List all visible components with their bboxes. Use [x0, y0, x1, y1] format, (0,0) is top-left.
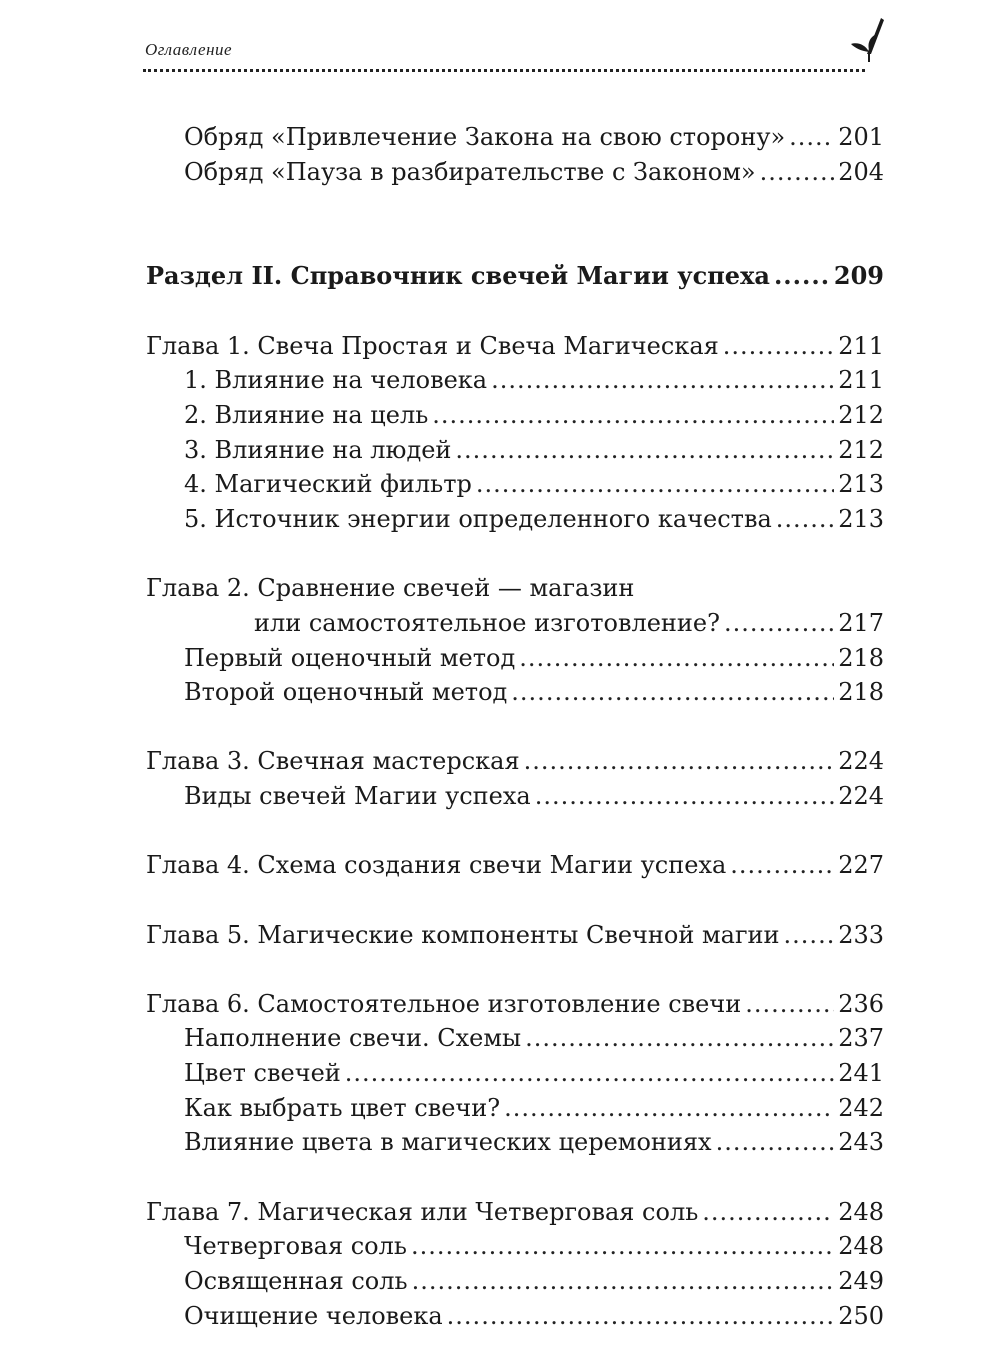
toc-entry-title: Глава 1. Свеча Простая и Свеча Магическая — [146, 331, 719, 360]
dot-leader — [730, 848, 834, 883]
dot-leader — [716, 1125, 835, 1160]
toc-entry-title: Цвет свечей — [184, 1059, 341, 1088]
dot-leader — [412, 1264, 835, 1299]
dot-leader — [774, 259, 830, 294]
toc-entry-title: Глава 4. Схема создания свечи Магии успеха — [146, 851, 727, 880]
toc-page-number: 213 — [838, 470, 884, 499]
toc-page-number: 237 — [838, 1024, 884, 1053]
toc-entry — [146, 779, 884, 814]
toc-page-number: 250 — [838, 1301, 884, 1330]
toc-entry-title: Виды свечей Магии успеха — [184, 782, 531, 811]
dot-leader — [776, 502, 834, 537]
dot-leader — [511, 675, 834, 710]
toc-entry-title: Первый оценочный метод — [184, 643, 516, 672]
toc-entry — [146, 1195, 884, 1230]
toc-page-number: 201 — [838, 123, 884, 151]
toc-page-number: 211 — [838, 366, 884, 395]
section-spacer — [146, 189, 884, 259]
toc-entry-title: Второй оценочный метод — [184, 678, 508, 707]
section-spacer — [146, 952, 884, 987]
dot-leader — [447, 1299, 835, 1334]
dot-leader — [519, 641, 834, 676]
toc-entry — [146, 744, 884, 779]
dot-leader — [525, 1021, 834, 1056]
toc-entry — [146, 987, 884, 1022]
toc-page-number: 211 — [838, 331, 884, 360]
toc-entry — [146, 1229, 884, 1264]
section-spacer — [146, 883, 884, 918]
toc-page-number: 243 — [838, 1128, 884, 1157]
toc-entry-title: Глава 6. Самостоятельное изготовление свечи — [146, 989, 742, 1018]
toc-entry — [146, 329, 884, 364]
dot-leader — [432, 398, 834, 433]
toc-entry — [146, 848, 884, 883]
toc-entry — [146, 155, 884, 190]
toc-page-number: 212 — [838, 400, 884, 429]
toc-entry-title: 1. Влияние на человека — [184, 366, 488, 395]
toc-page-number: 227 — [838, 851, 884, 880]
toc-entry-title: 3. Влияние на людей — [184, 435, 452, 464]
toc-entry — [146, 1264, 884, 1299]
toc-page-number: 217 — [838, 608, 884, 637]
toc-entry-title: Как выбрать цвет свечи? — [184, 1093, 501, 1122]
toc-entry — [146, 918, 884, 953]
toc-entry — [146, 259, 884, 294]
toc-entry — [146, 1091, 884, 1126]
toc-entry — [146, 120, 884, 155]
toc-entry — [146, 433, 884, 468]
dot-leader — [524, 744, 835, 779]
dot-leader — [411, 1229, 834, 1264]
toc-entry-title: Глава 7. Магическая или Четверговая соль — [146, 1197, 699, 1226]
dotted-header-rule — [143, 69, 865, 72]
toc-page-number: 218 — [838, 643, 884, 672]
toc-entry — [146, 363, 884, 398]
toc-entry-title: или самостоятельное изготовление? — [254, 608, 720, 637]
toc-entry-title: Влияние цвета в магических церемониях — [184, 1128, 712, 1157]
dot-leader — [724, 606, 834, 641]
toc-entry-title: Обряд «Привлечение Закона на свою сторону» — [184, 123, 786, 151]
toc-entry-title: Четверговая соль — [184, 1232, 407, 1261]
toc-page-number: 212 — [838, 435, 884, 464]
toc-entry-title: Раздел II. Справочник свечей Магии успеха — [146, 261, 770, 291]
section-spacer — [146, 537, 884, 572]
toc-entry-title: 2. Влияние на цель — [184, 400, 429, 429]
section-spacer — [146, 710, 884, 745]
toc-entry — [146, 1021, 884, 1056]
toc-entry — [146, 398, 884, 433]
section-spacer — [146, 294, 884, 329]
toc-entry — [146, 641, 884, 676]
toc-page-number: 224 — [838, 747, 884, 776]
toc-page-number: 213 — [838, 505, 884, 533]
table-of-contents — [146, 120, 884, 1333]
toc-entry-title: Глава 2. Сравнение свечей — магазин — [146, 574, 635, 603]
dot-leader — [455, 433, 834, 468]
toc-entry-title: 4. Магический фильтр — [184, 470, 472, 499]
running-header — [143, 36, 885, 76]
toc-page-number: 242 — [838, 1093, 884, 1122]
dot-leader — [723, 329, 834, 364]
toc-page-number: 218 — [838, 678, 884, 707]
toc-entry-title: Наполнение свечи. Схемы — [184, 1024, 522, 1053]
toc-page-number: 233 — [838, 920, 884, 949]
toc-page-number: 241 — [838, 1059, 884, 1088]
toc-entry-title: Очищение человека — [184, 1301, 443, 1330]
toc-entry — [146, 1056, 884, 1091]
toc-entry — [146, 467, 884, 502]
toc-entry-title: Глава 3. Свечная мастерская — [146, 747, 520, 776]
dot-leader — [491, 363, 834, 398]
toc-entry-title: Глава 5. Магические компоненты Свечной магии — [146, 920, 780, 949]
dot-leader — [789, 120, 834, 155]
toc-entry — [146, 502, 884, 537]
dot-leader — [702, 1195, 834, 1230]
toc-entry — [146, 606, 884, 641]
toc-page-number: 248 — [838, 1232, 884, 1261]
section-spacer — [146, 814, 884, 849]
toc-page-number: 249 — [838, 1267, 884, 1295]
quill-icon — [845, 14, 885, 64]
toc-entry — [146, 1299, 884, 1334]
dot-leader — [504, 1091, 834, 1126]
toc-entry — [146, 675, 884, 710]
toc-entry-title: Обряд «Пауза в разбирательстве с Законом» — [184, 157, 756, 186]
toc-entry — [146, 1125, 884, 1160]
toc-entry-title: Освященная соль — [184, 1267, 408, 1295]
dot-leader — [476, 467, 834, 502]
toc-entry-title: 5. Источник энергии определенного качества — [184, 505, 772, 533]
dot-leader — [760, 155, 835, 190]
toc-page-number: 224 — [838, 782, 884, 811]
dot-leader — [535, 779, 835, 814]
toc-entry — [146, 571, 884, 606]
dot-leader — [345, 1056, 834, 1091]
section-spacer — [146, 1160, 884, 1195]
toc-page-number: 236 — [838, 989, 884, 1018]
toc-page-number: 248 — [838, 1197, 884, 1226]
dot-leader — [784, 918, 835, 953]
dot-leader — [745, 987, 834, 1022]
toc-page-number: 209 — [833, 261, 884, 291]
toc-page-number: 204 — [838, 157, 884, 186]
running-header-title: Оглавление — [145, 40, 233, 59]
